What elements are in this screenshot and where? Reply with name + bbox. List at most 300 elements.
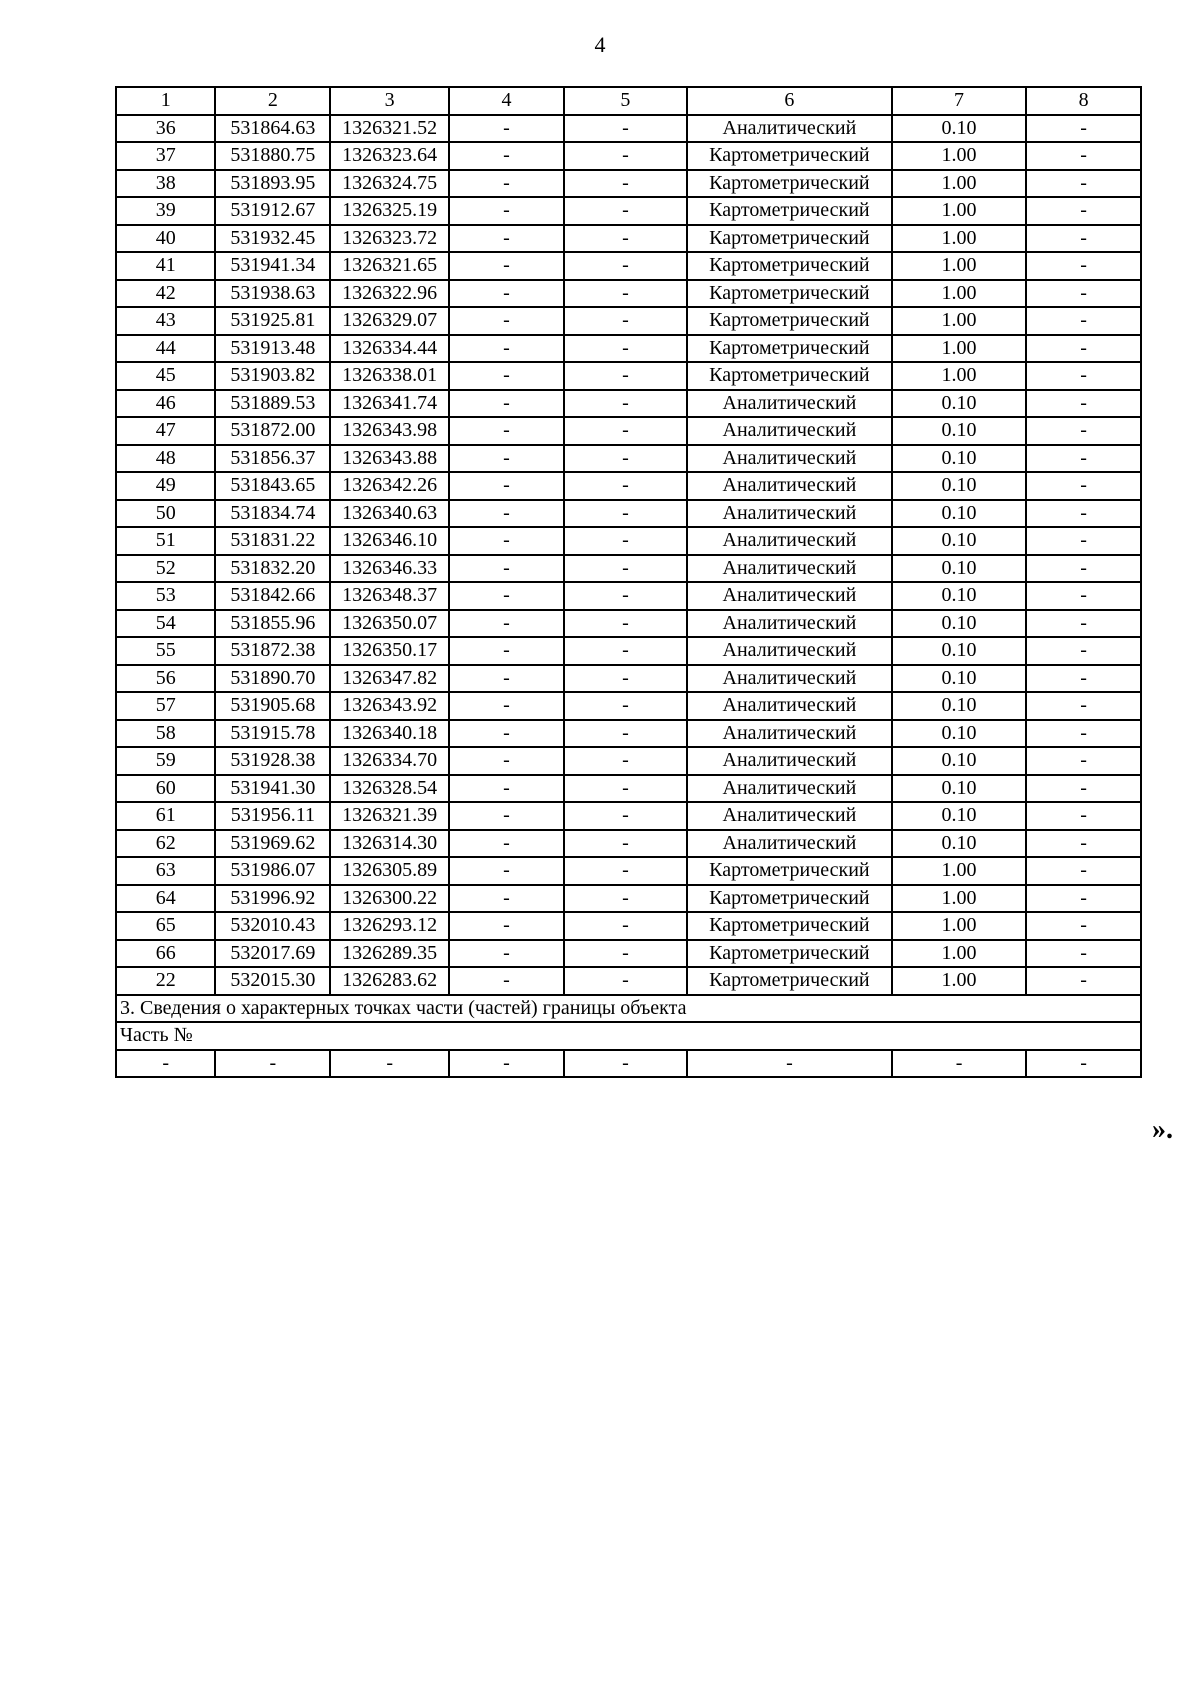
table-row (116, 115, 1141, 143)
cell-col-6: Аналитический (687, 720, 892, 748)
cell-col-4: - (449, 665, 564, 693)
cell-col-2: 531893.95 (215, 170, 330, 198)
cell-col-1: 63 (116, 857, 215, 885)
cell-col-8: - (1026, 445, 1141, 473)
page-number: 4 (594, 32, 606, 57)
header-cell-col-4: 4 (449, 87, 564, 115)
cell-col-3: 1326338.01 (330, 362, 449, 390)
section-title-row-cell: 3. Сведения о характерных точках части (частей) границы объекта (116, 995, 1141, 1023)
empty-cell-col-1: - (116, 1050, 215, 1078)
table-row (116, 857, 1141, 885)
cell-col-6: Аналитический (687, 555, 892, 583)
table-row (116, 170, 1141, 198)
cell-col-2: 531834.74 (215, 500, 330, 528)
cell-col-2: 531843.65 (215, 472, 330, 500)
cell-col-3: 1326341.74 (330, 390, 449, 418)
table-row (116, 940, 1141, 968)
empty-cell-col-6: - (687, 1050, 892, 1078)
table-row (116, 912, 1141, 940)
cell-col-4: - (449, 692, 564, 720)
cell-col-7: 0.10 (892, 747, 1026, 775)
cell-col-4: - (449, 940, 564, 968)
cell-col-6: Картометрический (687, 912, 892, 940)
cell-col-7: 0.10 (892, 555, 1026, 583)
cell-col-2: 531903.82 (215, 362, 330, 390)
cell-col-4: - (449, 252, 564, 280)
cell-col-3: 1326289.35 (330, 940, 449, 968)
cell-col-4: - (449, 445, 564, 473)
table-row (116, 582, 1141, 610)
table-row (116, 967, 1141, 995)
cell-col-6: Аналитический (687, 115, 892, 143)
cell-col-5: - (564, 775, 687, 803)
cell-col-1: 65 (116, 912, 215, 940)
cell-col-6: Картометрический (687, 142, 892, 170)
cell-col-5: - (564, 142, 687, 170)
cell-col-4: - (449, 142, 564, 170)
cell-col-3: 1326350.17 (330, 637, 449, 665)
cell-col-7: 1.00 (892, 967, 1026, 995)
cell-col-8: - (1026, 115, 1141, 143)
cell-col-2: 531890.70 (215, 665, 330, 693)
cell-col-3: 1326321.39 (330, 802, 449, 830)
cell-col-2: 531913.48 (215, 335, 330, 363)
cell-col-5: - (564, 115, 687, 143)
table-row (116, 197, 1141, 225)
cell-col-2: 531969.62 (215, 830, 330, 858)
cell-col-3: 1326343.92 (330, 692, 449, 720)
cell-col-6: Картометрический (687, 967, 892, 995)
cell-col-1: 47 (116, 417, 215, 445)
cell-col-5: - (564, 445, 687, 473)
cell-col-3: 1326343.88 (330, 445, 449, 473)
part-label-row-cell: Часть № (116, 1022, 1141, 1050)
cell-col-8: - (1026, 335, 1141, 363)
cell-col-7: 1.00 (892, 225, 1026, 253)
cell-col-3: 1326348.37 (330, 582, 449, 610)
cell-col-5: - (564, 417, 687, 445)
cell-col-6: Аналитический (687, 417, 892, 445)
cell-col-5: - (564, 335, 687, 363)
table-row (116, 692, 1141, 720)
cell-col-5: - (564, 747, 687, 775)
cell-col-2: 531938.63 (215, 280, 330, 308)
cell-col-4: - (449, 417, 564, 445)
cell-col-7: 1.00 (892, 142, 1026, 170)
cell-col-4: - (449, 857, 564, 885)
cell-col-8: - (1026, 280, 1141, 308)
cell-col-4: - (449, 500, 564, 528)
header-cell-col-6: 6 (687, 87, 892, 115)
cell-col-1: 61 (116, 802, 215, 830)
cell-col-8: - (1026, 527, 1141, 555)
cell-col-6: Аналитический (687, 472, 892, 500)
cell-col-6: Картометрический (687, 885, 892, 913)
cell-col-2: 531842.66 (215, 582, 330, 610)
cell-col-7: 0.10 (892, 610, 1026, 638)
cell-col-4: - (449, 335, 564, 363)
cell-col-6: Картометрический (687, 170, 892, 198)
table-row (116, 472, 1141, 500)
table-row (116, 775, 1141, 803)
section-title-row (116, 995, 1141, 1023)
cell-col-3: 1326340.18 (330, 720, 449, 748)
cell-col-1: 42 (116, 280, 215, 308)
header-cell-col-3: 3 (330, 87, 449, 115)
cell-col-1: 44 (116, 335, 215, 363)
cell-col-5: - (564, 472, 687, 500)
empty-cell-col-7: - (892, 1050, 1026, 1078)
cell-col-4: - (449, 390, 564, 418)
table-row (116, 390, 1141, 418)
cell-col-7: 0.10 (892, 665, 1026, 693)
cell-col-5: - (564, 912, 687, 940)
cell-col-2: 531832.20 (215, 555, 330, 583)
cell-col-5: - (564, 527, 687, 555)
cell-col-2: 531856.37 (215, 445, 330, 473)
table-row (116, 142, 1141, 170)
header-cell-col-1: 1 (116, 87, 215, 115)
cell-col-7: 0.10 (892, 390, 1026, 418)
empty-cell-col-8: - (1026, 1050, 1141, 1078)
cell-col-2: 531915.78 (215, 720, 330, 748)
cell-col-7: 0.10 (892, 720, 1026, 748)
cell-col-4: - (449, 362, 564, 390)
cell-col-1: 38 (116, 170, 215, 198)
cell-col-4: - (449, 830, 564, 858)
cell-col-5: - (564, 720, 687, 748)
cell-col-3: 1326324.75 (330, 170, 449, 198)
cell-col-8: - (1026, 692, 1141, 720)
cell-col-8: - (1026, 197, 1141, 225)
cell-col-4: - (449, 197, 564, 225)
cell-col-4: - (449, 280, 564, 308)
table-row (116, 445, 1141, 473)
cell-col-2: 531864.63 (215, 115, 330, 143)
table-row (116, 830, 1141, 858)
cell-col-6: Картометрический (687, 335, 892, 363)
cell-col-3: 1326293.12 (330, 912, 449, 940)
cell-col-1: 55 (116, 637, 215, 665)
cell-col-4: - (449, 115, 564, 143)
header-cell-col-8: 8 (1026, 87, 1141, 115)
cell-col-8: - (1026, 857, 1141, 885)
empty-cell-col-3: - (330, 1050, 449, 1078)
table-row (116, 885, 1141, 913)
cell-col-3: 1326342.26 (330, 472, 449, 500)
cell-col-3: 1326346.10 (330, 527, 449, 555)
cell-col-1: 39 (116, 197, 215, 225)
table-row (116, 747, 1141, 775)
cell-col-4: - (449, 747, 564, 775)
cell-col-8: - (1026, 307, 1141, 335)
cell-col-2: 532015.30 (215, 967, 330, 995)
cell-col-2: 531831.22 (215, 527, 330, 555)
cell-col-2: 531941.34 (215, 252, 330, 280)
table-row (116, 362, 1141, 390)
table-row (116, 335, 1141, 363)
cell-col-7: 1.00 (892, 940, 1026, 968)
cell-col-2: 532017.69 (215, 940, 330, 968)
cell-col-2: 531986.07 (215, 857, 330, 885)
cell-col-7: 0.10 (892, 802, 1026, 830)
table-row (116, 417, 1141, 445)
cell-col-6: Картометрический (687, 225, 892, 253)
cell-col-5: - (564, 967, 687, 995)
table-row (116, 637, 1141, 665)
cell-col-8: - (1026, 555, 1141, 583)
cell-col-7: 1.00 (892, 857, 1026, 885)
cell-col-2: 531925.81 (215, 307, 330, 335)
cell-col-4: - (449, 225, 564, 253)
cell-col-5: - (564, 500, 687, 528)
cell-col-3: 1326334.70 (330, 747, 449, 775)
table-row (116, 610, 1141, 638)
cell-col-2: 531928.38 (215, 747, 330, 775)
cell-col-4: - (449, 170, 564, 198)
cell-col-8: - (1026, 170, 1141, 198)
cell-col-2: 531912.67 (215, 197, 330, 225)
empty-cell-col-4: - (449, 1050, 564, 1078)
cell-col-4: - (449, 527, 564, 555)
cell-col-5: - (564, 307, 687, 335)
header-cell-col-2: 2 (215, 87, 330, 115)
cell-col-3: 1326343.98 (330, 417, 449, 445)
cell-col-8: - (1026, 637, 1141, 665)
cell-col-7: 0.10 (892, 637, 1026, 665)
cell-col-8: - (1026, 472, 1141, 500)
cell-col-3: 1326323.72 (330, 225, 449, 253)
table-row (116, 500, 1141, 528)
cell-col-4: - (449, 775, 564, 803)
cell-col-8: - (1026, 142, 1141, 170)
cell-col-7: 1.00 (892, 335, 1026, 363)
cell-col-7: 1.00 (892, 912, 1026, 940)
header-cell-col-5: 5 (564, 87, 687, 115)
cell-col-1: 58 (116, 720, 215, 748)
cell-col-7: 1.00 (892, 362, 1026, 390)
cell-col-7: 0.10 (892, 692, 1026, 720)
cell-col-1: 36 (116, 115, 215, 143)
cell-col-1: 59 (116, 747, 215, 775)
cell-col-1: 54 (116, 610, 215, 638)
cell-col-2: 531855.96 (215, 610, 330, 638)
cell-col-5: - (564, 390, 687, 418)
cell-col-6: Картометрический (687, 940, 892, 968)
cell-col-3: 1326305.89 (330, 857, 449, 885)
cell-col-6: Аналитический (687, 665, 892, 693)
cell-col-2: 531905.68 (215, 692, 330, 720)
cell-col-6: Аналитический (687, 445, 892, 473)
table-row (116, 665, 1141, 693)
cell-col-2: 531932.45 (215, 225, 330, 253)
cell-col-3: 1326347.82 (330, 665, 449, 693)
cell-col-6: Картометрический (687, 252, 892, 280)
cell-col-1: 53 (116, 582, 215, 610)
cell-col-2: 532010.43 (215, 912, 330, 940)
table-row (116, 720, 1141, 748)
cell-col-8: - (1026, 665, 1141, 693)
cell-col-5: - (564, 610, 687, 638)
cell-col-2: 531996.92 (215, 885, 330, 913)
cell-col-1: 57 (116, 692, 215, 720)
cell-col-5: - (564, 802, 687, 830)
cell-col-4: - (449, 885, 564, 913)
cell-col-2: 531941.30 (215, 775, 330, 803)
table-row (116, 225, 1141, 253)
cell-col-7: 0.10 (892, 830, 1026, 858)
cell-col-8: - (1026, 500, 1141, 528)
cell-col-3: 1326283.62 (330, 967, 449, 995)
cell-col-1: 56 (116, 665, 215, 693)
cell-col-4: - (449, 967, 564, 995)
cell-col-4: - (449, 472, 564, 500)
cell-col-7: 0.10 (892, 582, 1026, 610)
cell-col-5: - (564, 362, 687, 390)
cell-col-8: - (1026, 775, 1141, 803)
cell-col-1: 64 (116, 885, 215, 913)
cell-col-4: - (449, 610, 564, 638)
cell-col-3: 1326300.22 (330, 885, 449, 913)
cell-col-8: - (1026, 225, 1141, 253)
cell-col-3: 1326323.64 (330, 142, 449, 170)
cell-col-6: Аналитический (687, 500, 892, 528)
cell-col-7: 1.00 (892, 197, 1026, 225)
cell-col-8: - (1026, 720, 1141, 748)
cell-col-3: 1326321.52 (330, 115, 449, 143)
cell-col-5: - (564, 197, 687, 225)
cell-col-6: Картометрический (687, 280, 892, 308)
boundary-points-table (115, 86, 1142, 1078)
cell-col-8: - (1026, 582, 1141, 610)
cell-col-2: 531956.11 (215, 802, 330, 830)
table-row (116, 555, 1141, 583)
header-cell-col-7: 7 (892, 87, 1026, 115)
cell-col-6: Картометрический (687, 857, 892, 885)
cell-col-8: - (1026, 885, 1141, 913)
cell-col-1: 66 (116, 940, 215, 968)
cell-col-5: - (564, 830, 687, 858)
cell-col-3: 1326346.33 (330, 555, 449, 583)
cell-col-8: - (1026, 912, 1141, 940)
cell-col-3: 1326322.96 (330, 280, 449, 308)
cell-col-5: - (564, 225, 687, 253)
cell-col-4: - (449, 637, 564, 665)
cell-col-7: 0.10 (892, 472, 1026, 500)
cell-col-8: - (1026, 390, 1141, 418)
part-label-row (116, 1022, 1141, 1050)
cell-col-7: 0.10 (892, 775, 1026, 803)
cell-col-3: 1326350.07 (330, 610, 449, 638)
cell-col-6: Аналитический (687, 390, 892, 418)
cell-col-6: Аналитический (687, 802, 892, 830)
table-row (116, 307, 1141, 335)
cell-col-4: - (449, 582, 564, 610)
cell-col-3: 1326328.54 (330, 775, 449, 803)
cell-col-4: - (449, 912, 564, 940)
table-row (116, 252, 1141, 280)
cell-col-1: 60 (116, 775, 215, 803)
empty-cell-col-5: - (564, 1050, 687, 1078)
cell-col-7: 0.10 (892, 417, 1026, 445)
cell-col-5: - (564, 582, 687, 610)
cell-col-1: 37 (116, 142, 215, 170)
cell-col-1: 22 (116, 967, 215, 995)
cell-col-1: 62 (116, 830, 215, 858)
cell-col-8: - (1026, 252, 1141, 280)
cell-col-7: 1.00 (892, 170, 1026, 198)
cell-col-8: - (1026, 747, 1141, 775)
cell-col-2: 531889.53 (215, 390, 330, 418)
cell-col-7: 0.10 (892, 500, 1026, 528)
cell-col-4: - (449, 720, 564, 748)
cell-col-4: - (449, 802, 564, 830)
cell-col-1: 46 (116, 390, 215, 418)
empty-cell-col-2: - (215, 1050, 330, 1078)
cell-col-1: 41 (116, 252, 215, 280)
cell-col-2: 531880.75 (215, 142, 330, 170)
cell-col-6: Аналитический (687, 582, 892, 610)
cell-col-4: - (449, 307, 564, 335)
cell-col-3: 1326314.30 (330, 830, 449, 858)
cell-col-3: 1326340.63 (330, 500, 449, 528)
cell-col-6: Аналитический (687, 527, 892, 555)
closing-quote: ». (1152, 1114, 1173, 1145)
cell-col-1: 48 (116, 445, 215, 473)
cell-col-8: - (1026, 417, 1141, 445)
cell-col-3: 1326329.07 (330, 307, 449, 335)
cell-col-2: 531872.38 (215, 637, 330, 665)
cell-col-8: - (1026, 362, 1141, 390)
cell-col-5: - (564, 280, 687, 308)
cell-col-5: - (564, 885, 687, 913)
cell-col-6: Картометрический (687, 362, 892, 390)
cell-col-7: 1.00 (892, 280, 1026, 308)
cell-col-6: Картометрический (687, 307, 892, 335)
cell-col-1: 52 (116, 555, 215, 583)
cell-col-1: 50 (116, 500, 215, 528)
cell-col-6: Аналитический (687, 830, 892, 858)
cell-col-6: Аналитический (687, 637, 892, 665)
cell-col-3: 1326325.19 (330, 197, 449, 225)
cell-col-1: 49 (116, 472, 215, 500)
cell-col-7: 0.10 (892, 115, 1026, 143)
cell-col-6: Аналитический (687, 775, 892, 803)
table-row (116, 527, 1141, 555)
cell-col-6: Аналитический (687, 747, 892, 775)
cell-col-1: 45 (116, 362, 215, 390)
cell-col-1: 43 (116, 307, 215, 335)
cell-col-8: - (1026, 830, 1141, 858)
cell-col-7: 1.00 (892, 252, 1026, 280)
cell-col-8: - (1026, 940, 1141, 968)
cell-col-8: - (1026, 967, 1141, 995)
cell-col-4: - (449, 555, 564, 583)
cell-col-5: - (564, 940, 687, 968)
cell-col-5: - (564, 637, 687, 665)
cell-col-5: - (564, 692, 687, 720)
cell-col-5: - (564, 170, 687, 198)
cell-col-1: 40 (116, 225, 215, 253)
table-header-row (116, 87, 1141, 115)
cell-col-7: 1.00 (892, 885, 1026, 913)
cell-col-8: - (1026, 802, 1141, 830)
cell-col-5: - (564, 857, 687, 885)
table-row (116, 802, 1141, 830)
cell-col-7: 1.00 (892, 307, 1026, 335)
cell-col-7: 0.10 (892, 527, 1026, 555)
cell-col-5: - (564, 252, 687, 280)
